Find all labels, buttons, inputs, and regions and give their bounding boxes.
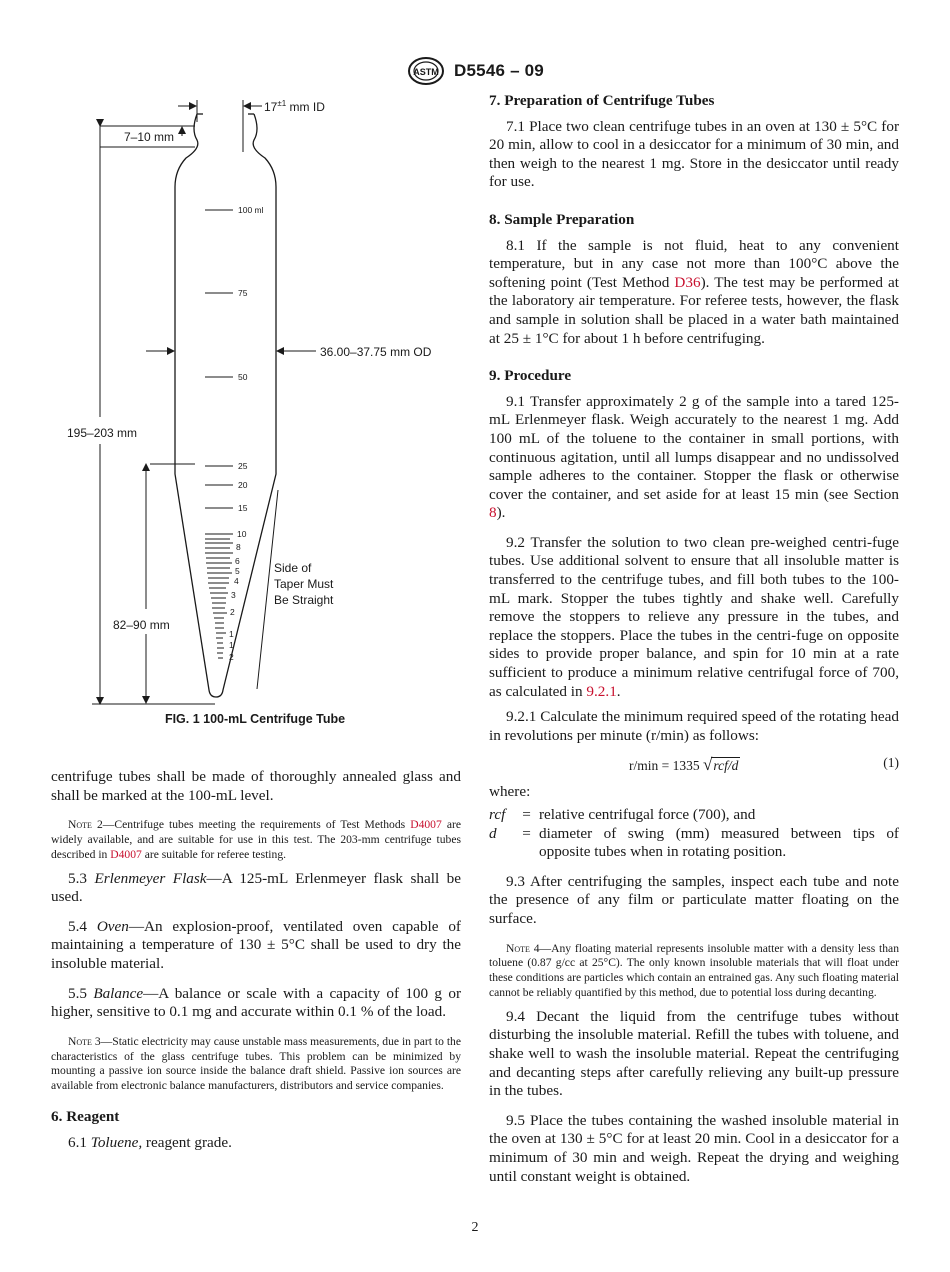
grad-label: 1 xyxy=(229,640,234,650)
heading-procedure: 9. Procedure xyxy=(489,367,572,385)
section-9-5: 9.5 Place the tubes containing the washed insoluble material in the oven at 130 ± 5°C for at least 20 min. Cool in a desiccator for a minimum of 30 min and weigh. Repeat the drying and weighing until constant weight is obtained. xyxy=(489,1111,899,1185)
grad-label: 25 xyxy=(238,461,248,471)
dim-id-label: $17^{\pm 1}$ mm ID xyxy=(264,99,325,114)
dim-neck-label: 7–10 mm xyxy=(124,130,175,144)
section-9-2: 9.2 Transfer the solution to two clean pre-weighed centri-fuge tubes. Use additional solvent to ensure that all insoluble matter is transferred to the centrifuge tubes, and fill both tubes to the 100-mL mark. Stopper the tubes tightly and shake well. Carefully remove the stoppers to relieve any pressure in the tubes, and replace the stoppers. Place the tubes in the centri-fuge on opposite sides to provide proper balance, and spin for 10 min at a rate sufficient to produce a minimum relative centrifugal force of 700, as calculated in 9.2.1. xyxy=(489,533,899,700)
grad-label: 2 xyxy=(229,652,234,662)
dim-height-label: 195–203 mm xyxy=(67,426,138,440)
page-header xyxy=(0,56,950,86)
left-column xyxy=(51,768,461,1152)
ref-link-9-2-1[interactable]: 9.2.1 xyxy=(586,682,617,700)
section-9-1: 9.1 Transfer approximately 2 g of the sample into a tared 125-mL Erlenmeyer flask. Weigh accurately to the nearest 1 mg. Add 100 mL of the toluene to the container in small portions, with continuous agitation, until all lumps disappear and no undissolved sample adheres to the container. Stopper the flask or otherwise cover the container, and set aside for at least 15 min (see Section 8). xyxy=(489,392,899,522)
grad-label: 20 xyxy=(238,480,248,490)
ref-link-d4007[interactable]: D4007 xyxy=(110,847,142,861)
grad-label: 50 xyxy=(238,372,248,382)
taper-note-line: Taper Must xyxy=(274,577,334,591)
definitions-list xyxy=(489,806,899,862)
heading-sample-preparation: 8. Sample Preparation xyxy=(489,210,635,228)
grad-label: 10 xyxy=(237,529,247,539)
note-4: Note 4—Any floating material represents insoluble matter with a density less than toluene (0.87 g/cc at 25°C). The only known insoluble materials that will float under these conditions are particles which contain an entrained gas. Any such floating material cannot be reliably quantified by this method, due to potential loss during decanting. xyxy=(489,941,899,999)
taper-note-line: Side of xyxy=(274,561,312,575)
definition-row: rcf = relative centrifugal force (700), and xyxy=(489,806,756,823)
definition-row: d = diameter of swing (mm) measured between tips of opposite tubes when in rotating position. xyxy=(489,824,899,861)
heading-preparation-tubes: 7. Preparation of Centrifuge Tubes xyxy=(489,92,715,109)
svg-text:ASTM: ASTM xyxy=(413,67,439,77)
dim-taper-label: 82–90 mm xyxy=(113,618,170,632)
grad-label: 15 xyxy=(238,503,248,513)
section-9-4: 9.4 Decant the liquid from the centrifuge tubes without disturbing the insoluble material. Refill the tubes with toluene, and shake well to wash the insoluble material. Repeat the centrifuging and decanting steps after carefully relieving any built-up pressure in the tubes. xyxy=(489,1007,899,1100)
paragraph-continuation: centrifuge tubes shall be made of thoroughly annealed glass and shall be marked at the 100-mL level. xyxy=(51,768,461,804)
section-5-4: 5.4 Oven—An explosion-proof, ventilated oven capable of maintaining a temperature of 130 ± 5°C shall be used to dry the insoluble material. xyxy=(51,917,461,972)
section-8-1: 8.1 If the sample is not fluid, heat to any convenient temperature, but in any case not more than 100°C above the softening point (Test Method D36). The test may be performed at the laboratory air temperature. For referee tests, however, the flask and sample in solution shall be placed in a water bath maintained at 25 ± 1°C for about 1 h before centrifuging. xyxy=(489,236,899,347)
grad-label: 4 xyxy=(234,576,239,586)
heading-reagent: 6. Reagent xyxy=(51,1107,120,1125)
right-column xyxy=(489,92,899,1186)
grad-label: 8 xyxy=(236,542,241,552)
grad-label: 5 xyxy=(235,566,240,576)
centrifuge-tube-diagram xyxy=(50,92,460,707)
dim-od-label: 36.00–37.75 mm OD xyxy=(320,345,432,359)
tube-outline xyxy=(175,114,276,697)
ref-link-d4007[interactable]: D4007 xyxy=(410,818,442,832)
section-5-5: 5.5 Balance—A balance or scale with a capacity of 100 g or higher, sensitive to 0.1 mg and accurate within 0.1 % of the load. xyxy=(51,984,462,1021)
page-number: 2 xyxy=(471,1220,479,1235)
section-6-1: 6.1 Toluene, reagent grade. xyxy=(68,1133,232,1151)
grad-label: 6 xyxy=(235,556,240,566)
grad-label: 75 xyxy=(238,288,248,298)
document-id: D5546 – 09 xyxy=(454,61,544,80)
section-7-1: 7.1 Place two clean centrifuge tubes in an oven at 130 ± 5°C for 20 min, allow to cool in a desiccator for a minimum of 30 min, and then weigh to the nearest 1 mg. Store in the desiccator until ready for use. xyxy=(489,117,899,191)
equation-1 xyxy=(489,751,899,779)
grad-label: 1 xyxy=(229,629,234,639)
astm-logo-icon xyxy=(406,56,446,86)
ref-link-d36[interactable]: D36 xyxy=(674,273,701,291)
ref-link-section-8[interactable]: 8 xyxy=(489,504,497,522)
where-label: where: xyxy=(489,783,531,801)
grad-label: 2 xyxy=(230,607,235,617)
equation-number: (1) xyxy=(883,755,899,771)
section-9-3: 9.3 After centrifuging the samples, inspect each tube and note the presence of any film or particulate matter floating on the surface. xyxy=(489,872,899,927)
taper-note-line: Be Straight xyxy=(274,593,334,607)
grad-label: 3 xyxy=(231,590,236,600)
grad-label: 100 ml xyxy=(238,205,264,215)
figure-caption: FIG. 1 100-mL Centrifuge Tube xyxy=(164,712,346,726)
section-9-2-1: 9.2.1 Calculate the minimum required speed of the rotating head in revolutions per minute (r/min) as follows: xyxy=(489,708,899,744)
equation-formula: r/min = 1335 √rcf/d xyxy=(629,755,739,775)
note-2: Note 2—Centrifuge tubes meeting the requirements of Test Methods D4007 are widely available, and are suitable for use in this test. The 203-mm centrifuge tubes described in D4007 are suitable for referee testing. xyxy=(51,818,461,861)
section-5-3: 5.3 Erlenmeyer Flask—A 125-mL Erlenmeyer flask shall be used. xyxy=(51,869,462,906)
note-3: Note 3—Static electricity may cause unstable mass measurements, due in part to the characteristics of the glass centrifuge tubes. This problem can be minimized by mounting a passive ion source inside the balance draft shield. Passive ion sources are available from electronic balance manufacturers, distributors and service companies. xyxy=(51,1034,461,1093)
figure-centrifuge-tube xyxy=(50,92,460,732)
